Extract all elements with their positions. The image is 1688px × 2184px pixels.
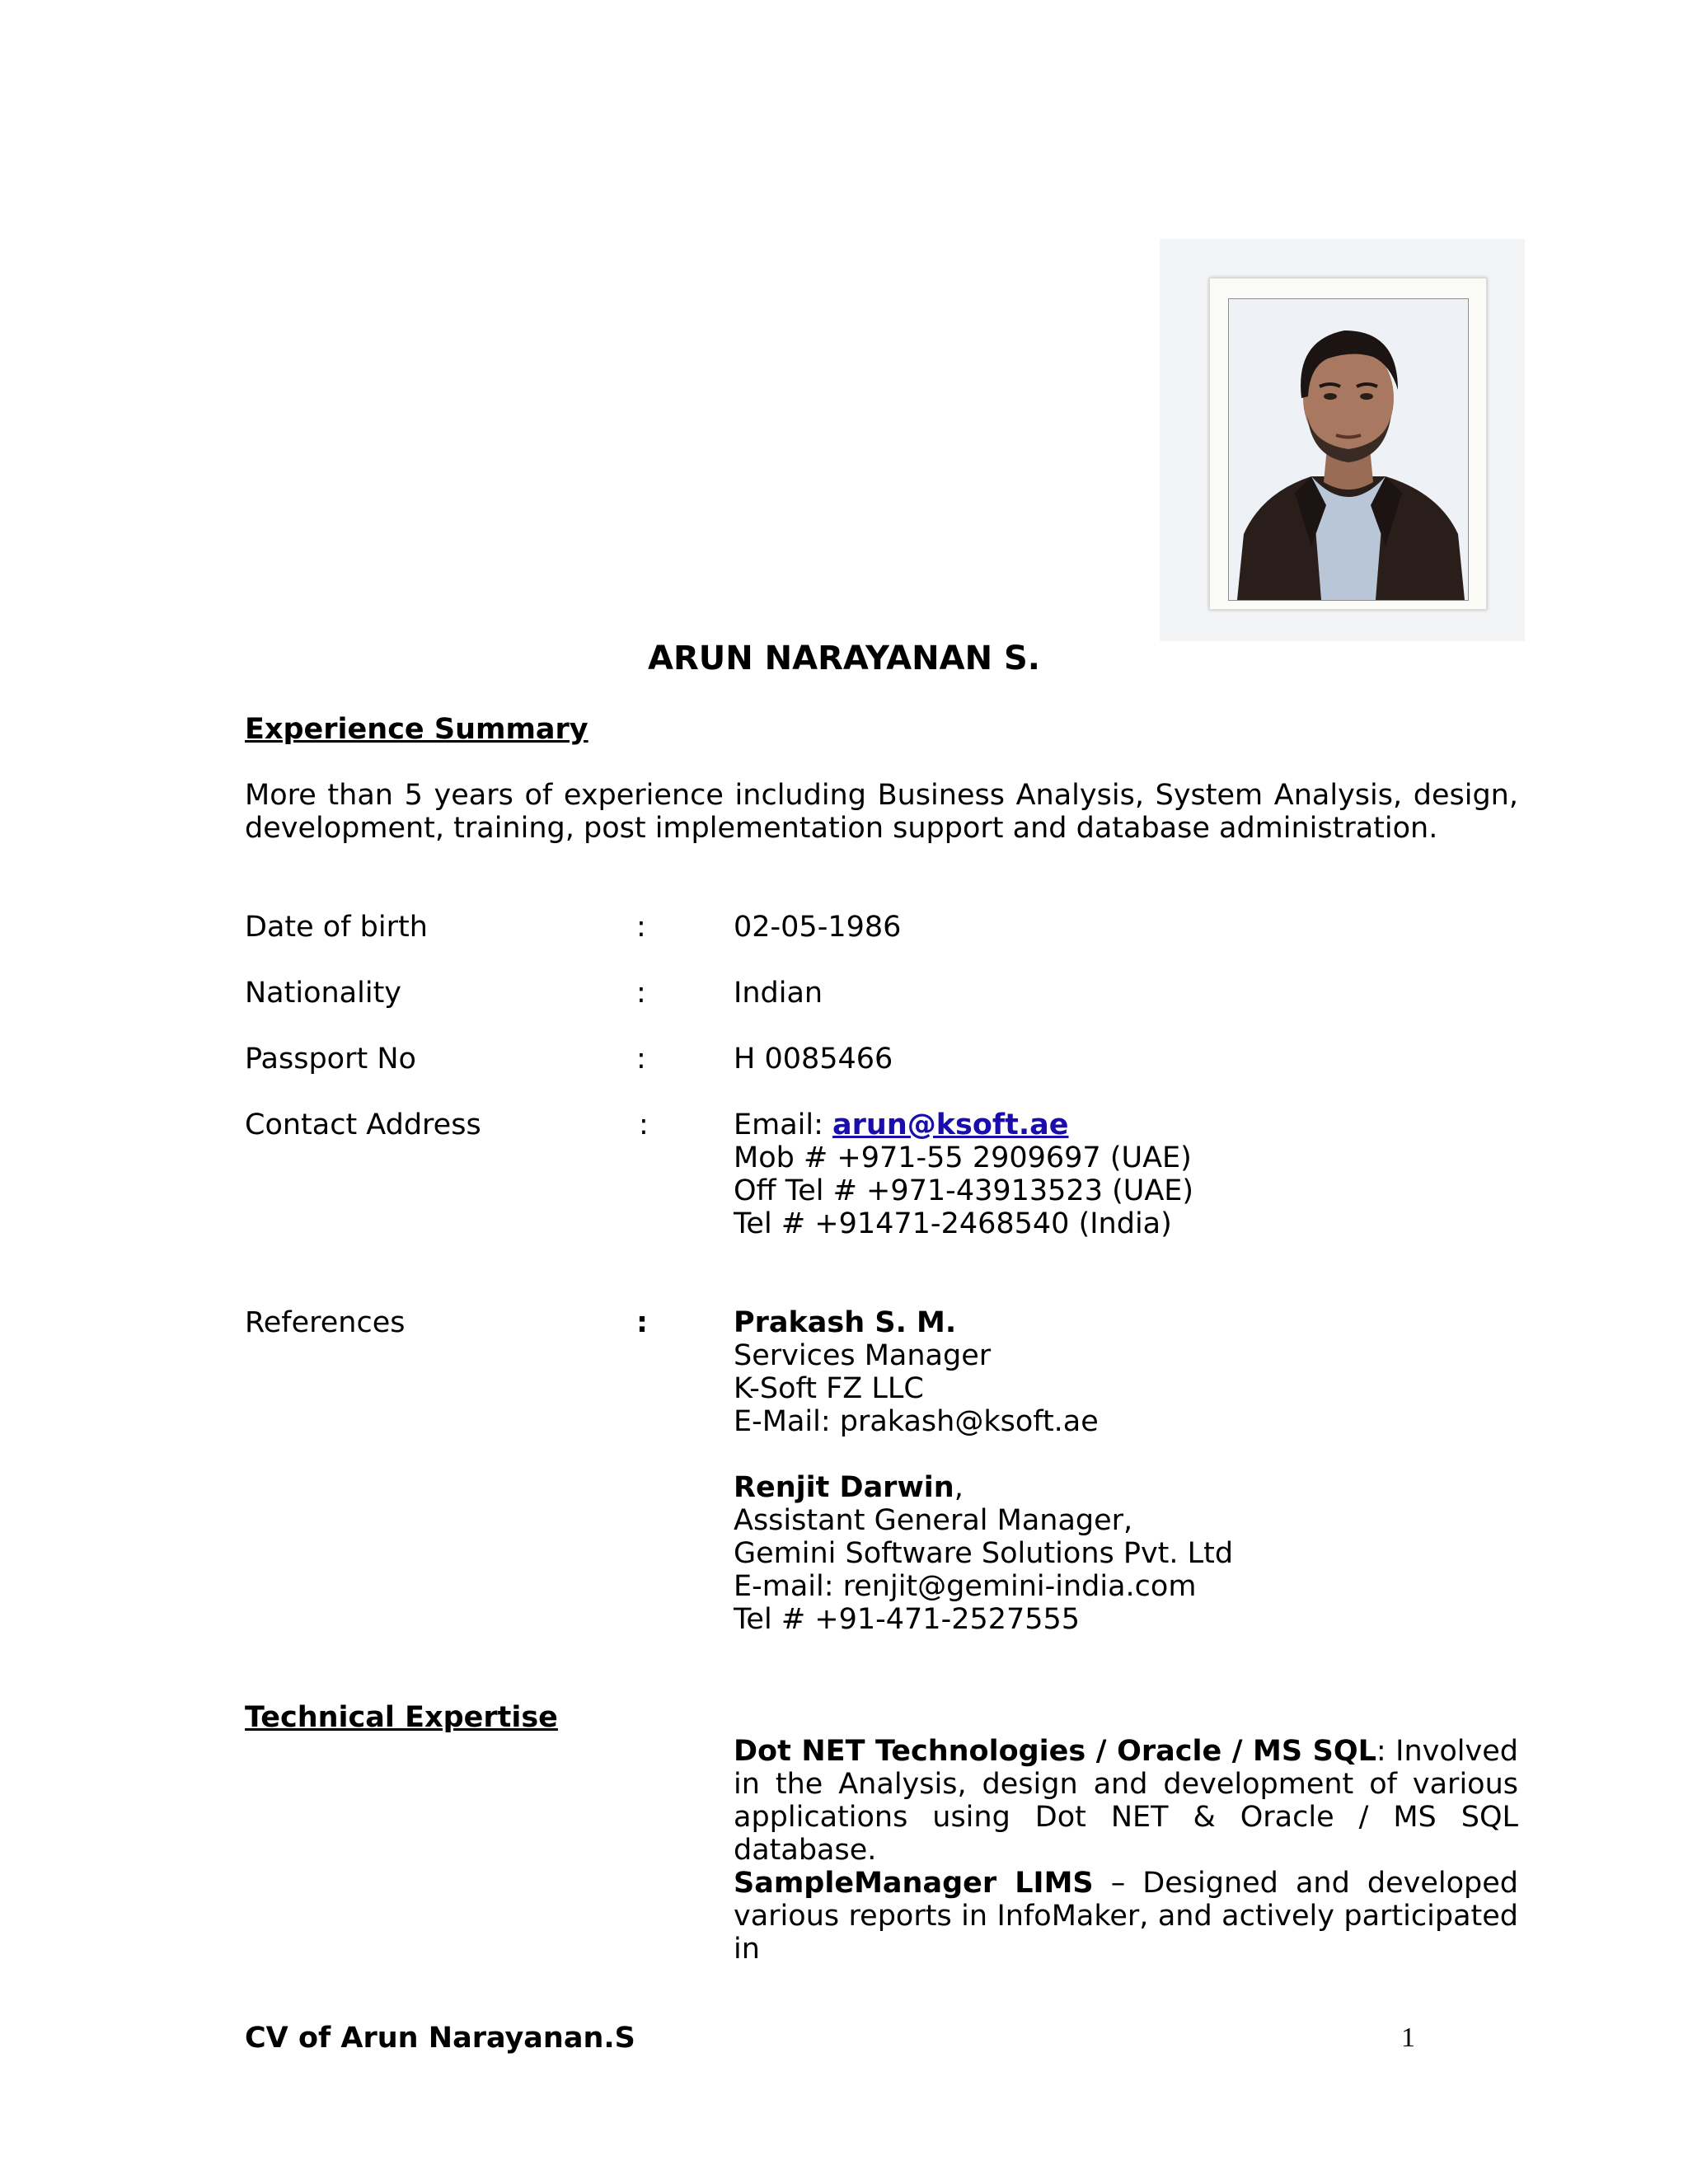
footer-title: CV of Arun Narayanan.S: [245, 2022, 635, 2055]
ref1-title: Services Manager: [734, 1339, 992, 1372]
dob-colon: :: [636, 911, 646, 944]
nationality-value: Indian: [734, 977, 823, 1010]
ref2-tel: Tel # +91-471-2527555: [734, 1603, 1081, 1636]
contact-mob: Mob # +971-55 2909697 (UAE): [734, 1141, 1192, 1174]
candidate-photo: [1228, 298, 1469, 601]
dob-value: 02-05-1986: [734, 911, 902, 944]
ref2-title: Assistant General Manager,: [734, 1504, 1133, 1537]
ref1-email: E-Mail: prakash@ksoft.ae: [734, 1405, 1099, 1438]
tech-item-lims: [734, 1867, 1518, 1966]
contact-address-label: Contact Address: [245, 1108, 481, 1141]
ref2-name-suffix: ,: [954, 1471, 964, 1504]
ref2-name: Renjit Darwin: [734, 1471, 954, 1504]
email-prefix: Email:: [734, 1108, 833, 1141]
ref1-name: Prakash S. M.: [734, 1306, 957, 1339]
dob-label: Date of birth: [245, 911, 428, 944]
passport-label: Passport No: [245, 1043, 416, 1076]
tech-item-dotnet: [734, 1735, 1518, 1867]
references-colon: :: [636, 1306, 648, 1339]
ref1-company: K-Soft FZ LLC: [734, 1372, 924, 1405]
experience-summary-heading: Experience Summary: [245, 713, 588, 746]
tech-item-dotnet-text: : Involved in the Analysis, design and development of various applications using Dot NET & Oracle / MS SQL database.: [734, 1735, 1518, 1867]
contact-off-tel: Off Tel # +971-43913523 (UAE): [734, 1174, 1194, 1207]
portrait-image: [1229, 299, 1468, 600]
tech-item-lims-title: SampleManager LIMS: [734, 1867, 1094, 1900]
references-label: References: [245, 1306, 406, 1339]
passport-colon: :: [636, 1043, 646, 1076]
ref2-email: E-mail: renjit@gemini-india.com: [734, 1570, 1197, 1603]
email-link[interactable]: arun@ksoft.ae: [832, 1108, 1069, 1141]
experience-summary-text: More than 5 years of experience including Business Analysis, System Analysis, design, development, training, post implementation support and database administration.: [245, 779, 1518, 845]
nationality-colon: :: [636, 977, 646, 1010]
ref2-name-line: [734, 1471, 964, 1504]
contact-email-line: [734, 1108, 1069, 1141]
page-number: 1: [1401, 2022, 1415, 2053]
passport-value: H 0085466: [734, 1043, 893, 1076]
contact-colon: :: [639, 1108, 649, 1141]
ref2-company: Gemini Software Solutions Pvt. Ltd: [734, 1537, 1234, 1570]
tech-item-dotnet-title: Dot NET Technologies / Oracle / MS SQL: [734, 1735, 1376, 1768]
technical-expertise-heading: Technical Expertise: [245, 1701, 558, 1734]
candidate-name: ARUN NARAYANAN S.: [648, 640, 1040, 677]
contact-tel: Tel # +91471-2468540 (India): [734, 1207, 1172, 1240]
tech-item-lims-text: – Designed and developed various reports in InfoMaker, and actively participated in: [734, 1867, 1518, 1966]
nationality-label: Nationality: [245, 977, 402, 1010]
